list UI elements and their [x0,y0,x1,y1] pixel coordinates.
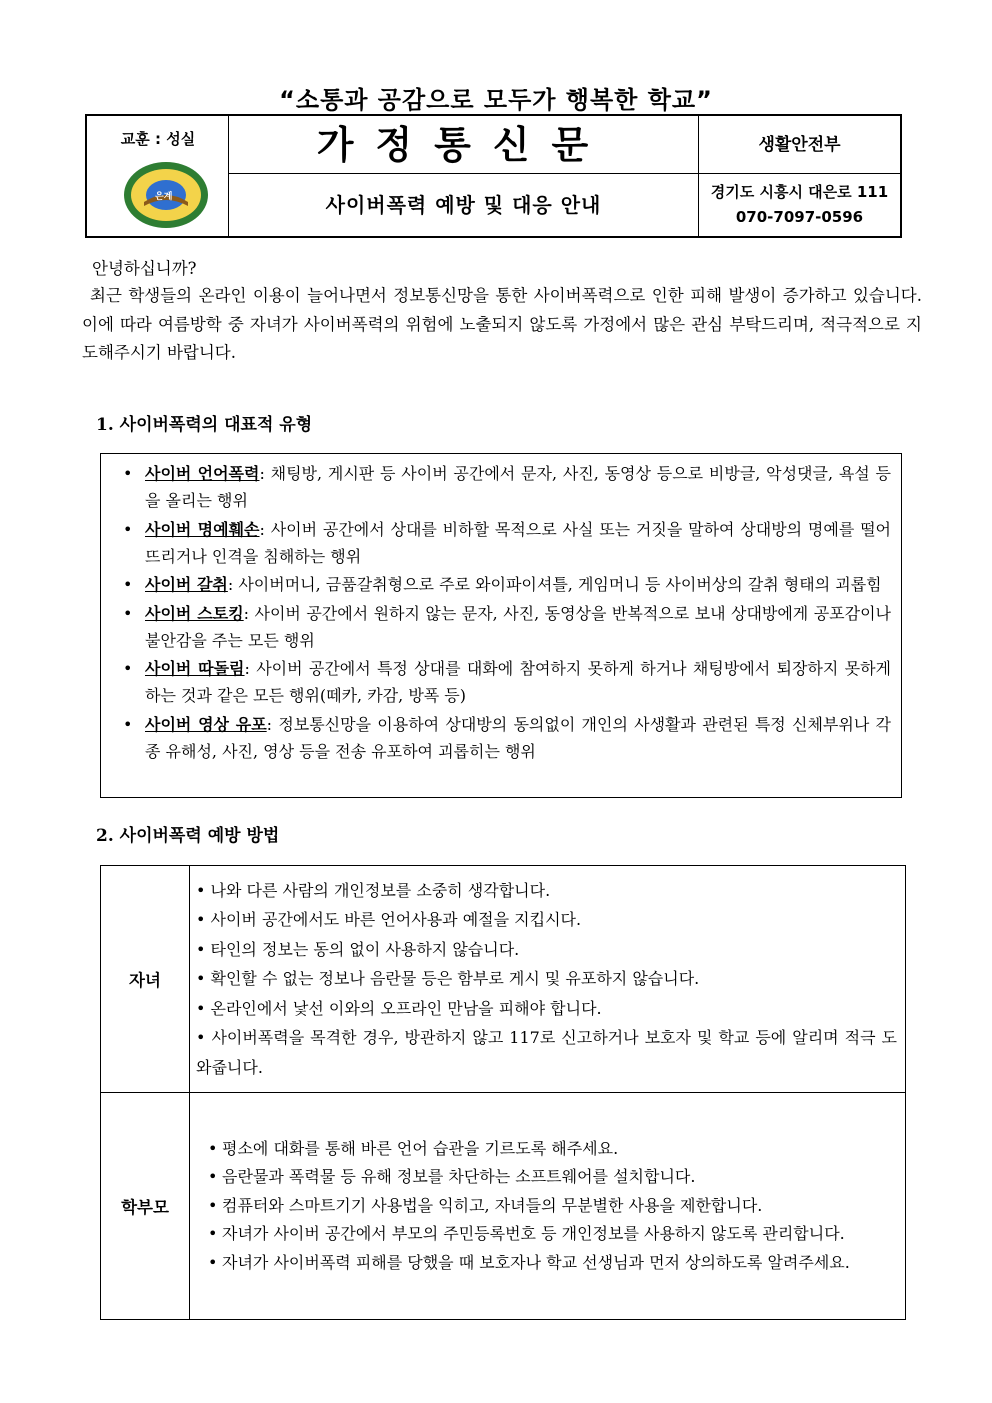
children-tip: • 온라인에서 낯선 이와의 오프라인 만남을 피해야 합니다. [196,998,602,1018]
parents-label: 학부모 [101,1093,190,1320]
parents-tip-text: 자녀가 사이버 공간에서 부모의 주민등록번호 등 개인정보를 사용하지 않도록 관리합니다. [222,1224,845,1244]
type-description: : 사이버 공간에서 원하지 않는 문자, 사진, 동영상을 반복적으로 보내 상대방에게 공포감이나 불안감을 주는 모든 행위 [145,603,891,650]
parents-tip-text: 평소에 대화를 통해 바른 언어 습관을 기르도록 해주세요. [222,1138,619,1158]
parents-items [190,1093,906,1320]
logo-cell [87,116,229,236]
type-description: : 채팅방, 게시판 등 사이버 공간에서 문자, 사진, 동영상 등으로 비방글, 악성댓글, 욕설 등을 올리는 행위 [145,464,891,510]
parents-tip-text: 음란물과 폭력물 등 유해 정보를 차단하는 소프트웨어를 설치합니다. [222,1167,696,1187]
type-item [121,711,891,765]
prevention-table [100,865,906,1320]
bullet-icon: • [208,1167,218,1187]
school-phone: 070-7097-0596 [735,208,864,226]
children-tip: • 확인할 수 없는 정보나 음란물 등은 함부로 게시 및 유포하지 않습니다. [196,969,700,989]
type-term: 사이버 언어폭력 [145,464,260,483]
newsletter-title: 가정통신문 [229,116,699,174]
bullet-icon: • [123,603,133,623]
bullet-icon: • [123,519,133,539]
types-list [101,454,901,765]
emblem-text: 은계 [155,192,173,202]
greeting: 안녕하십니까? [92,259,197,278]
type-term: 사이버 스토킹 [145,603,244,623]
type-item [121,460,891,514]
school-emblem-icon [122,160,210,230]
type-item [121,600,891,654]
children-row [101,866,906,1093]
newsletter-subject: 사이버폭력 예방 및 대응 안내 [229,174,699,236]
children-items [190,866,906,1093]
section2-title: 2. 사이버폭력 예방 방법 [96,826,280,846]
bullet-icon: • [123,575,133,594]
parents-tip-text: 자녀가 사이버폭력 피해를 당했을 때 보호자나 학교 선생님과 먼저 상의하도록 알려주세요. [222,1252,850,1272]
type-description: : 사이버머니, 금품갈취형으로 주로 와이파이셔틀, 게임머니 등 사이버상의 갈취 형태의 괴롭힘 [227,575,882,594]
parents-tip-text: 컴퓨터와 스마트기기 사용법을 익히고, 자녀들의 무분별한 사용을 제한합니다. [222,1195,763,1215]
school-creed: 교훈 : 성실 [120,130,196,148]
school-motto-banner: “소통과 공감으로 모두가 행복한 학교” [279,86,713,114]
bullet-icon: • [208,1195,218,1215]
cyberviolence-types-box [100,453,902,798]
bullet-icon: • [123,659,133,678]
parents-tip [196,1135,897,1164]
children-label: 자녀 [101,866,190,1093]
type-description: : 사이버 공간에서 상대를 비하할 목적으로 사실 또는 거짓을 말하여 상대방의 명예를 떨어뜨리거나 인격을 침해하는 행위 [145,519,892,566]
section1-title: 1. 사이버폭력의 대표적 유형 [96,415,313,435]
bullet-icon: • [208,1252,218,1272]
bullet-icon: • [123,464,133,483]
department-name: 생활안전부 [699,116,900,174]
type-description: : 정보통신망을 이용하여 상대방의 동의없이 개인의 사생활과 관련된 특정 신체부위나 각종 유해성, 사진, 영상 등을 전송 유포하여 괴롭히는 행위 [145,714,891,761]
type-term: 사이버 따돌림 [145,659,245,678]
children-tip: • 사이버폭력을 목격한 경우, 방관하지 않고 117로 신고하거나 보호자 및 학교 등에 알리며 적극 도와줍니다. [196,1028,897,1077]
children-tip: • 사이버 공간에서도 바른 언어사용과 예절을 지킵시다. [196,910,582,930]
bullet-icon: • [208,1224,218,1244]
bullet-icon: • [123,714,133,734]
type-item [121,655,891,709]
parents-tip [196,1163,897,1192]
type-item [121,516,891,570]
parents-tip [196,1220,897,1249]
type-term: 사이버 명예훼손 [145,519,260,539]
contact-cell [699,174,900,236]
parents-tip [196,1192,897,1221]
parents-row [101,1093,906,1320]
school-address: 경기도 시흥시 대은로 111 [710,183,889,201]
children-tip: • 타인의 정보는 동의 없이 사용하지 않습니다. [196,939,520,959]
type-term: 사이버 영상 유포 [145,714,267,734]
newsletter-header [85,114,902,238]
type-description: : 사이버 공간에서 특정 상대를 대화에 참여하지 못하게 하거나 채팅방에서 퇴장하지 못하게 하는 것과 같은 모든 행위(떼카, 카감, 방폭 등) [145,659,891,705]
bullet-icon: • [208,1138,218,1158]
type-term: 사이버 갈취 [145,575,228,594]
parents-tip [196,1249,897,1278]
intro-paragraph: 최근 학생들의 온라인 이용이 늘어나면서 정보통신망을 통한 사이버폭력으로 인한 피해 발생이 증가하고 있습니다. 이에 따라 여름방학 중 자녀가 사이버폭력의 위험에 노출되지 않도록 가정에서 많은 관심 부탁드리며, 적극적으로 지도해주시기 바랍니다. [82,286,922,362]
children-tip: • 나와 다른 사람의 개인정보를 소중히 생각합니다. [196,880,551,900]
type-item [121,571,891,598]
